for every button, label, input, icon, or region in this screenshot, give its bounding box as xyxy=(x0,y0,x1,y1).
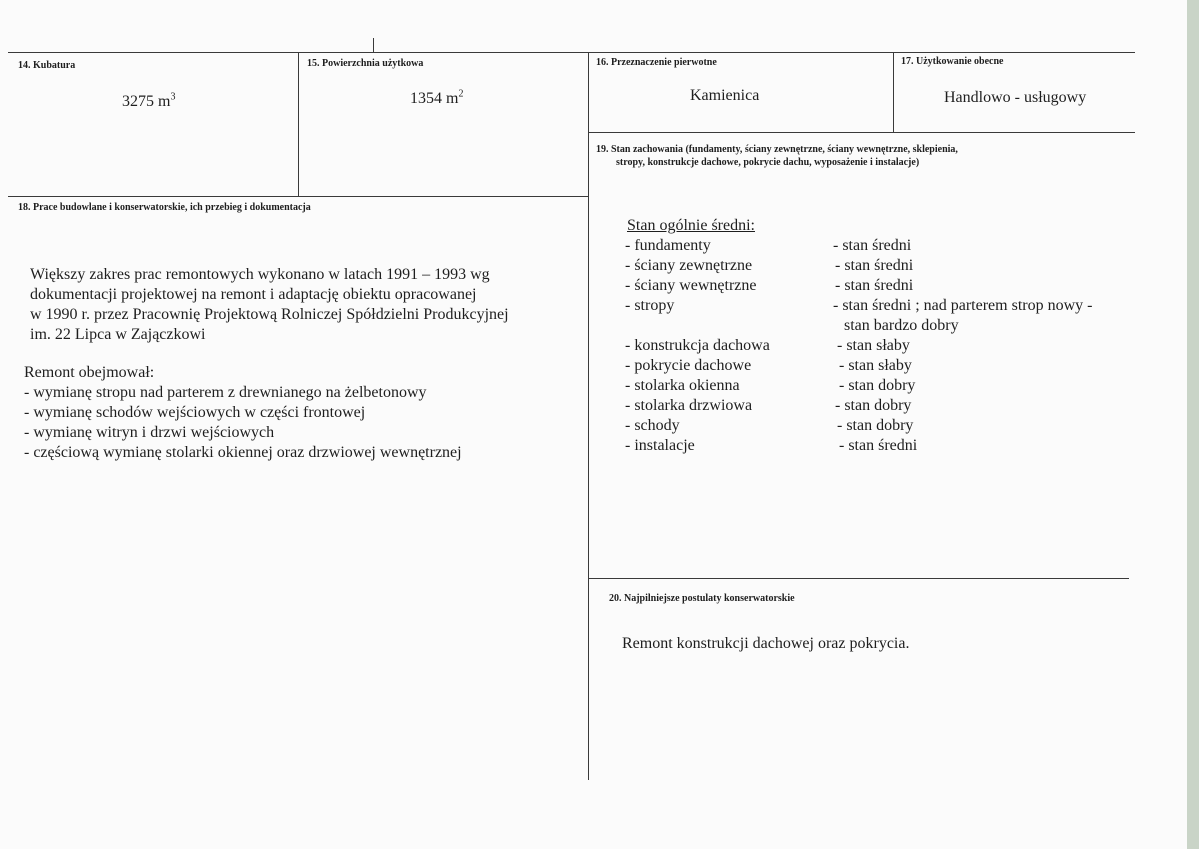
stan-row xyxy=(620,356,1120,376)
stan-row xyxy=(620,256,1120,276)
divider-16-17 xyxy=(893,52,894,132)
stan-row xyxy=(620,236,1120,256)
stan-item-state: - stan średni xyxy=(835,277,914,294)
stan-item-name: - stropy xyxy=(625,297,675,314)
stan-heading: Stan ogólnie średni: xyxy=(627,217,755,234)
powierzchnia-label: 15. Powierzchnia użytkowa xyxy=(307,58,424,69)
row-19-bottom xyxy=(588,578,1129,579)
przeznaczenie-label: 16. Przeznaczenie pierwotne xyxy=(596,57,717,68)
scan-edge xyxy=(1187,0,1199,849)
kubatura-label: 14. Kubatura xyxy=(18,60,76,71)
divider-14-15 xyxy=(298,52,299,196)
remont-item: - wymianę stropu nad parterem z drewnianego na żelbetonowy xyxy=(24,384,427,401)
uzytkowanie-label: 17. Użytkowanie obecne xyxy=(901,56,1004,67)
stan-list xyxy=(620,216,1120,456)
stan-label-line: stropy, konstrukcje dachowe, pokrycie dachu, wyposażenie i instalacje) xyxy=(616,157,920,168)
stan-row xyxy=(620,296,1120,316)
stan-item-state: - stan dobry xyxy=(837,417,914,434)
top-tick xyxy=(373,38,374,52)
stan-row xyxy=(620,376,1120,396)
stan-label-line: 19. Stan zachowania (fundamenty, ściany zewnętrzne, ściany wewnętrzne, sklepienia, xyxy=(596,144,958,155)
postulaty-text: Remont konstrukcji dachowej oraz pokrycia. xyxy=(622,635,910,652)
stan-item-state: - stan słaby xyxy=(837,337,910,354)
stan-item-state: - stan średni ; nad parterem strop nowy - xyxy=(833,297,1093,314)
stan-row xyxy=(620,336,1120,356)
postulaty-label: 20. Najpilniejsze postulaty konserwatorskie xyxy=(609,593,795,604)
stan-item-state: - stan średni xyxy=(839,437,918,454)
stan-item-state-cont: stan bardzo dobry xyxy=(844,317,959,334)
powierzchnia-value: 1354 $m^2$ xyxy=(410,88,464,107)
stan-item-name: - instalacje xyxy=(625,437,695,454)
przeznaczenie-value: Kamienica xyxy=(690,87,760,104)
remont-list xyxy=(24,363,462,463)
stan-item-name: - ściany wewnętrzne xyxy=(625,277,757,294)
remont-item: - częściową wymianę stolarki okiennej oraz drzwiowej wewnętrznej xyxy=(24,444,462,461)
stan-item-name: - pokrycie dachowe xyxy=(625,357,752,374)
prace-line: w 1990 r. przez Pracownię Projektową Rolniczej Spółdzielni Produkcyjnej xyxy=(30,306,509,323)
stan-row xyxy=(620,436,1120,456)
prace-line: im. 22 Lipca w Zajączkowi xyxy=(30,326,206,343)
prace-line: dokumentacji projektowej na remont i adaptację obiektu opracowanej xyxy=(30,286,477,303)
remont-item: - wymianę schodów wejściowych w części frontowej xyxy=(24,404,366,421)
stan-label xyxy=(596,143,958,169)
row-16-17-bottom xyxy=(588,132,1135,133)
stan-item-state: - stan średni xyxy=(833,237,912,254)
stan-item-name: - ściany zewnętrzne xyxy=(625,257,753,274)
row-14-15-bottom xyxy=(8,196,588,197)
remont-heading: Remont obejmował: xyxy=(24,364,155,381)
prace-paragraph xyxy=(30,265,509,345)
remont-item: - wymianę witryn i drzwi wejściowych xyxy=(24,424,275,441)
stan-item-name: - konstrukcja dachowa xyxy=(625,337,770,354)
stan-item-state: - stan dobry xyxy=(839,377,916,394)
top-border xyxy=(8,52,1135,53)
prace-label: 18. Prace budowlane i konserwatorskie, ich przebieg i dokumentacja xyxy=(18,202,311,213)
uzytkowanie-value: Handlowo - usługowy xyxy=(944,89,1087,106)
stan-row xyxy=(620,316,1120,336)
stan-item-state: - stan słaby xyxy=(839,357,912,374)
stan-row xyxy=(620,396,1120,416)
stan-item-name: - schody xyxy=(625,417,680,434)
stan-row xyxy=(620,276,1120,296)
stan-item-name: - stolarka okienna xyxy=(625,377,740,394)
stan-item-state: - stan średni xyxy=(835,257,914,274)
kubatura-value: 3275 $m^3$ xyxy=(122,91,176,110)
stan-item-state: - stan dobry xyxy=(835,397,912,414)
stan-row xyxy=(620,416,1120,436)
stan-item-name: - stolarka drzwiowa xyxy=(625,397,753,414)
center-divider xyxy=(588,52,589,780)
stan-item-name: - fundamenty xyxy=(625,237,711,254)
prace-line: Większy zakres prac remontowych wykonano w latach 1991 – 1993 wg xyxy=(30,266,490,283)
